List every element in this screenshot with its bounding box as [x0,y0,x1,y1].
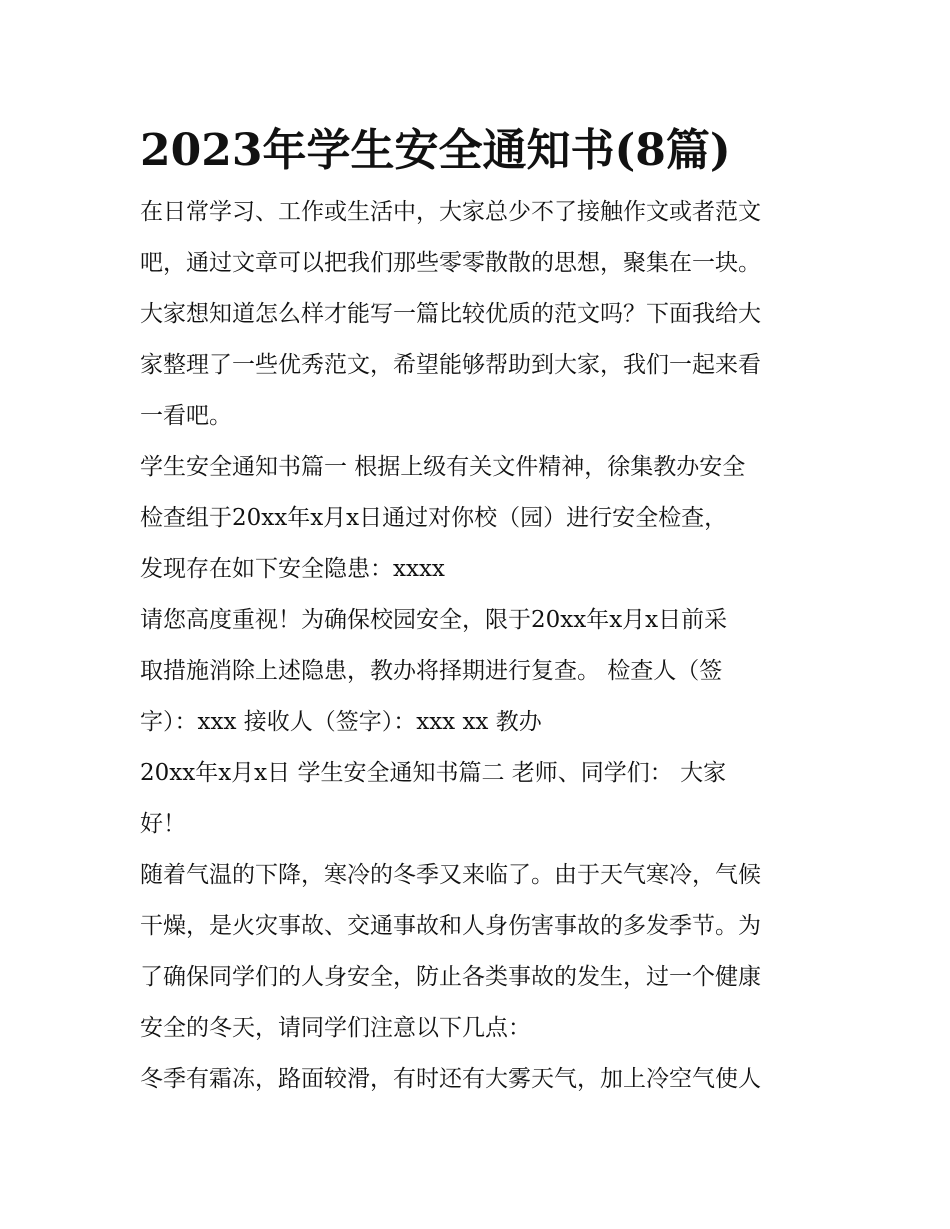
body-line: 在日常学习、工作或生活中，大家总少不了接触作文或者范文 [140,199,761,225]
document-body [140,187,820,1105]
body-line: 一看吧。 [140,403,232,429]
body-line: 安全的冬天，请同学们注意以下几点： [140,1015,531,1041]
body-line: 20xx年x月x日 学生安全通知书篇二 老师、同学们： 大家 [140,760,727,786]
body-line: 学生安全通知书篇一 根据上级有关文件精神，徐集教办安全 [140,454,746,480]
body-line: 随着气温的下降，寒冷的冬季又来临了。由于天气寒冷，气候 [140,862,761,888]
body-line: 吧，通过文章可以把我们那些零零散散的思想，聚集在一块。 [140,250,761,276]
body-line: 家整理了一些优秀范文，希望能够帮助到大家，我们一起来看 [140,352,761,378]
body-line: 检查组于20xx年x月x日通过对你校（园）进行安全检查， [140,505,728,531]
document-title: 2023年学生安全通知书(8篇) [140,125,731,176]
body-line: 好！ [140,811,186,837]
body-line: 大家想知道怎么样才能写一篇比较优质的范文吗？下面我给大 [140,301,761,327]
body-line: 取措施消除上述隐患，教办将择期进行复查。 检查人（签 [140,658,723,684]
body-line: 发现存在如下安全隐患：xxxx [140,556,445,582]
body-line: 干燥，是火灾事故、交通事故和人身伤害事故的多发季节。为 [140,913,761,939]
body-line: 冬季有霜冻，路面较滑，有时还有大雾天气，加上冷空气使人 [140,1066,761,1092]
body-line: 字）：xxx 接收人（签字）：xxx xx 教办 [140,709,542,735]
body-line: 请您高度重视！为确保校园安全，限于20xx年x月x日前采 [140,607,728,633]
body-line: 了确保同学们的人身安全，防止各类事故的发生，过一个健康 [140,964,761,990]
